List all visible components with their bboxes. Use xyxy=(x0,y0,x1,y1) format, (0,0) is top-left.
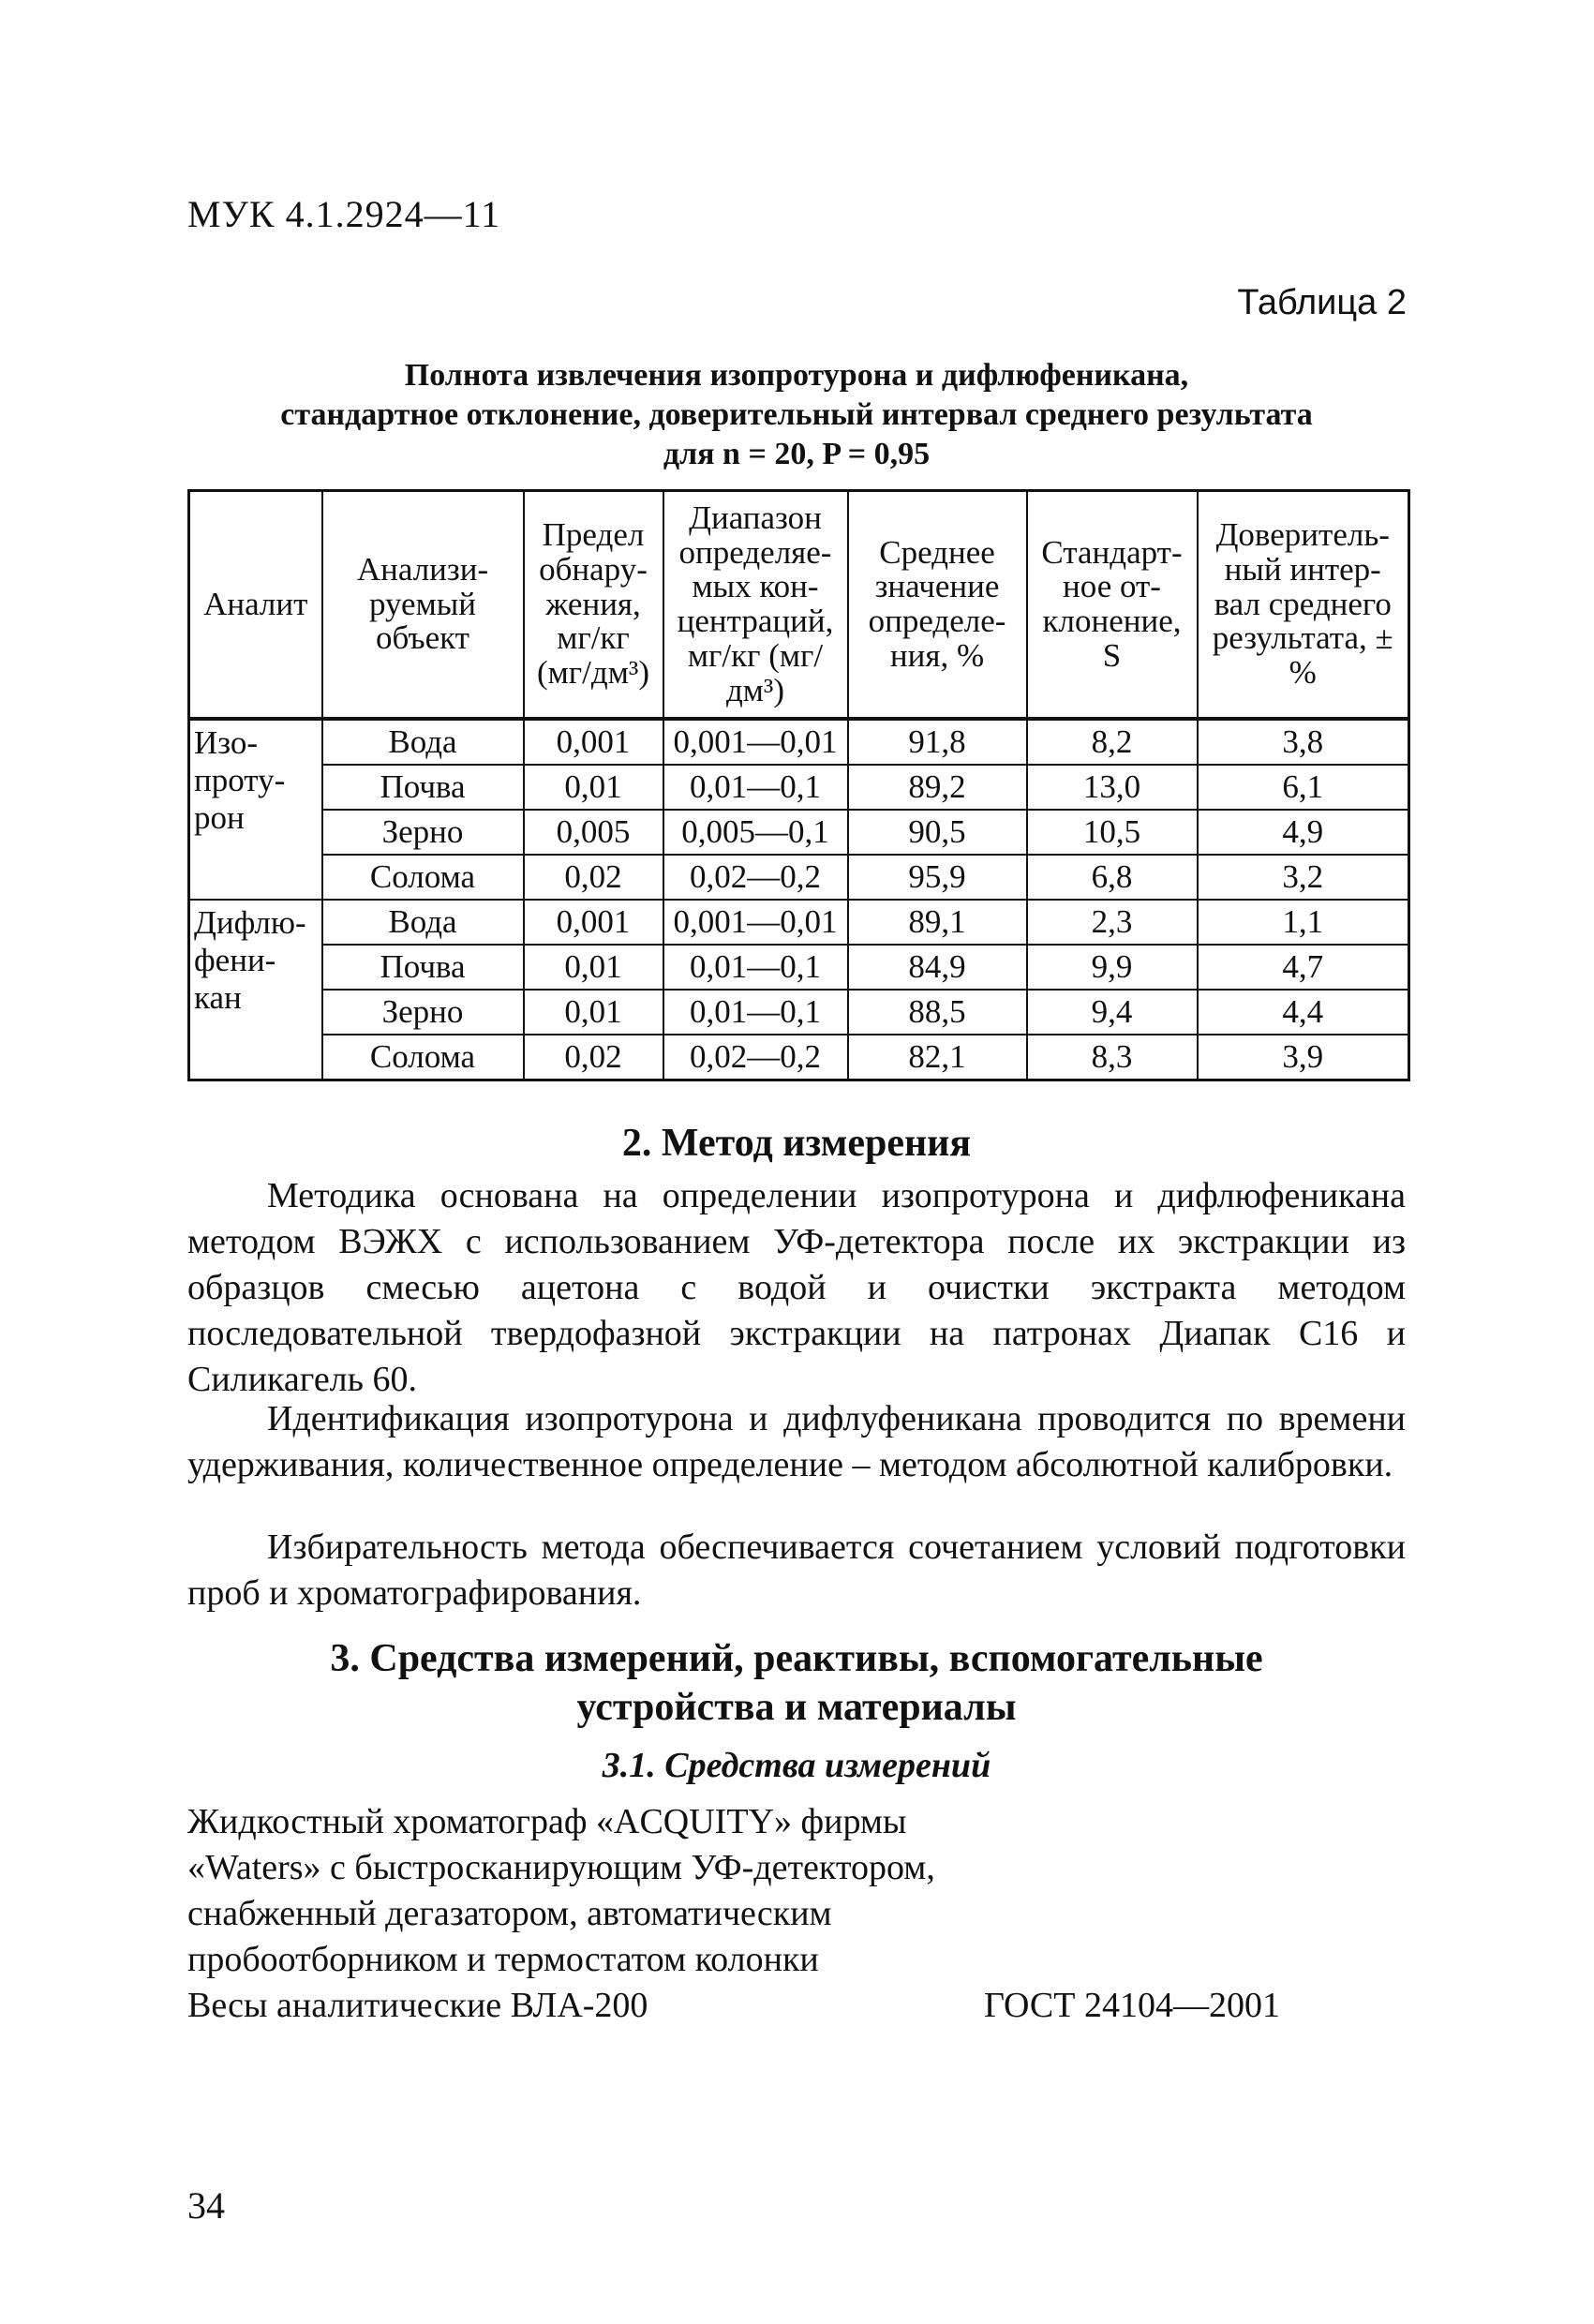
caption-line-3: для n = 20, P = 0,95 xyxy=(663,437,931,471)
table-cell: 3,8 xyxy=(1198,719,1409,765)
table-row xyxy=(189,990,1409,1035)
column-header: Предел обнару-жения, мг/кг (мг/дм³) xyxy=(524,491,663,720)
caption-line-1: Полнота извлечения изопротурона и дифлюфеникана, xyxy=(404,358,1189,393)
paragraph-text: Идентификация изопротурона и дифлуфеникана проводится по времени удерживания, количественное определение – методом абсолютной калибровки. xyxy=(187,1399,1406,1484)
analyte-cell: Дифлю-фени-кан xyxy=(189,900,322,1080)
table-row xyxy=(189,900,1409,945)
table-cell: 0,01—0,1 xyxy=(663,990,848,1035)
gost-reference: ГОСТ 24104—2001 xyxy=(984,1986,1280,2025)
table-cell: 88,5 xyxy=(848,990,1027,1035)
column-header: Доверитель-ный интер-вал среднего результата, ± % xyxy=(1198,491,1409,720)
equipment-line: «Waters» с быстросканирующим УФ-детектором, xyxy=(187,1848,935,1887)
paragraph-text: Избирательность метода обеспечивается сочетанием условий подготовки проб и хроматографирования. xyxy=(187,1527,1406,1613)
table-cell: 0,001 xyxy=(524,900,663,945)
table-cell: Почва xyxy=(322,765,524,810)
paragraph-text: Методика основана на определении изопротурона и дифлюфеникана методом ВЭЖХ с использованием УФ-детектора после их экстракции из образцов смесью ацетона с водой и очистки экстракта методом последовательной твердофазной экстракции на патронах Диапак С16 и Силикагель 60. xyxy=(187,1176,1406,1399)
section-3-title-line-1: 3. Средства измерений, реактивы, вспомогательные xyxy=(330,1637,1263,1680)
table-cell: Солома xyxy=(322,855,524,900)
section-3-title xyxy=(187,1634,1406,1732)
table-row xyxy=(189,945,1409,990)
table-cell: 0,001—0,01 xyxy=(663,900,848,945)
table-cell: Зерно xyxy=(322,810,524,855)
section-3-title-line-2: устройства и материалы xyxy=(576,1686,1017,1729)
paragraph-identification xyxy=(187,1396,1406,1488)
table-cell: 13,0 xyxy=(1027,765,1198,810)
table-cell: Почва xyxy=(322,945,524,990)
table-cell: 84,9 xyxy=(848,945,1027,990)
table-cell: 10,5 xyxy=(1027,810,1198,855)
caption-line-2: стандартное отклонение, доверительный интервал среднего результата xyxy=(280,397,1313,432)
table-cell: 0,02—0,2 xyxy=(663,1035,848,1080)
analyte-cell: Изо-проту-рон xyxy=(189,719,322,900)
table-cell: 0,001 xyxy=(524,719,663,765)
table-cell: 90,5 xyxy=(848,810,1027,855)
table-cell: 8,2 xyxy=(1027,719,1198,765)
paragraph-selectivity xyxy=(187,1525,1406,1616)
table-cell: 4,4 xyxy=(1198,990,1409,1035)
column-header: Среднее значение определе-ния, % xyxy=(848,491,1027,720)
table-cell: 9,4 xyxy=(1027,990,1198,1035)
table-cell: 82,1 xyxy=(848,1035,1027,1080)
table-cell: 89,1 xyxy=(848,900,1027,945)
equipment-line: Весы аналитические ВЛА-200 xyxy=(187,1986,648,2025)
table-cell: 3,2 xyxy=(1198,855,1409,900)
table-cell: Вода xyxy=(322,719,524,765)
table-row xyxy=(189,810,1409,855)
table-row xyxy=(189,855,1409,900)
equipment-list xyxy=(187,1799,1406,2029)
document-code: МУК 4.1.2924—11 xyxy=(187,193,501,235)
subsection-3-1-title: 3.1. Средства измерений xyxy=(602,1746,991,1785)
table-cell: 1,1 xyxy=(1198,900,1409,945)
table-cell: 4,9 xyxy=(1198,810,1409,855)
equipment-line: Жидкостный хроматограф «ACQUITY» фирмы xyxy=(187,1802,907,1841)
table-row xyxy=(189,719,1409,765)
table-cell: 2,3 xyxy=(1027,900,1198,945)
table-cell: 4,7 xyxy=(1198,945,1409,990)
table-cell: Солома xyxy=(322,1035,524,1080)
table-cell: 0,02 xyxy=(524,1035,663,1080)
table-cell: 0,005 xyxy=(524,810,663,855)
table-cell: Вода xyxy=(322,900,524,945)
table-cell: 0,01 xyxy=(524,990,663,1035)
section-2-title: 2. Метод измерения xyxy=(621,1122,972,1165)
column-header: Диапазон определяе-мых кон-центраций, мг/кг (мг/дм³) xyxy=(663,491,848,720)
table-cell: 0,001—0,01 xyxy=(663,719,848,765)
table-body xyxy=(189,719,1409,1080)
column-header: Аналит xyxy=(189,491,322,720)
paragraph-method xyxy=(187,1173,1406,1403)
table-cell: 6,8 xyxy=(1027,855,1198,900)
table-cell: 0,01 xyxy=(524,765,663,810)
table-cell: 8,3 xyxy=(1027,1035,1198,1080)
table-cell: 0,02 xyxy=(524,855,663,900)
table-cell: 0,005—0,1 xyxy=(663,810,848,855)
table-cell: 0,02—0,2 xyxy=(663,855,848,900)
table-cell: 0,01—0,1 xyxy=(663,945,848,990)
equipment-line: пробоотборником и термостатом колонки xyxy=(187,1940,819,1979)
table-label: Таблица 2 xyxy=(1237,283,1407,322)
column-header: Анализи-руемый объект xyxy=(322,491,524,720)
page-number: 34 xyxy=(187,2184,225,2227)
table-row xyxy=(189,1035,1409,1080)
table-cell: 91,8 xyxy=(848,719,1027,765)
table-cell: 3,9 xyxy=(1198,1035,1409,1080)
table-header-row xyxy=(189,491,1409,720)
table-cell: 89,2 xyxy=(848,765,1027,810)
table-cell: 95,9 xyxy=(848,855,1027,900)
table-row xyxy=(189,765,1409,810)
results-table xyxy=(187,489,1410,1081)
table-caption xyxy=(187,356,1406,474)
table-cell: 0,01—0,1 xyxy=(663,765,848,810)
table-cell: 6,1 xyxy=(1198,765,1409,810)
table-cell: Зерно xyxy=(322,990,524,1035)
table-cell: 9,9 xyxy=(1027,945,1198,990)
column-header: Стандарт-ное от-клонение, S xyxy=(1027,491,1198,720)
equipment-line: снабженный дегазатором, автоматическим xyxy=(187,1894,832,1933)
table-cell: 0,01 xyxy=(524,945,663,990)
